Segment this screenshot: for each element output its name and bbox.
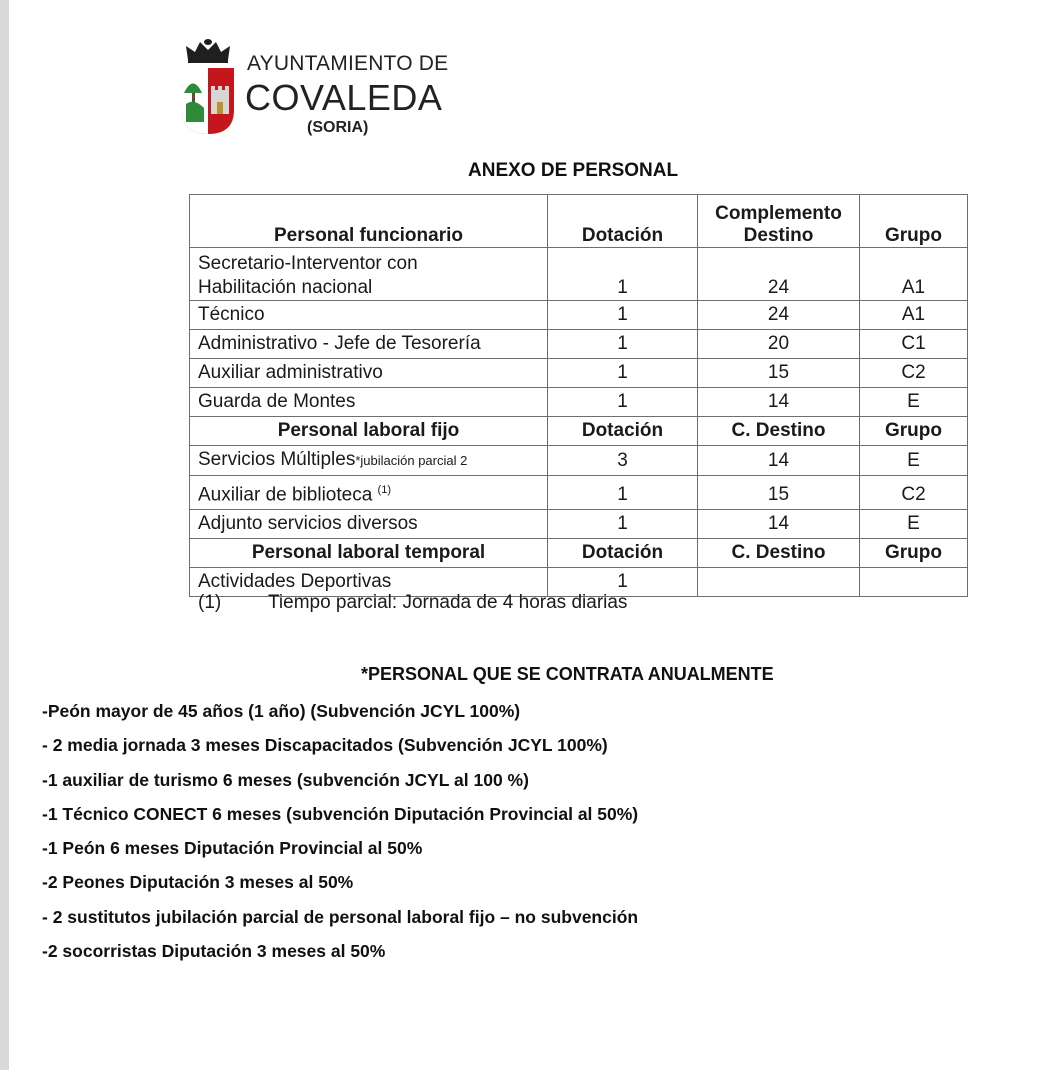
row-dotacion: 1 — [548, 330, 698, 359]
table-header-laboral-temporal — [190, 539, 968, 568]
row-label — [190, 446, 548, 476]
row-dotacion: 1 — [548, 301, 698, 330]
list-item: - 2 media jornada 3 meses Discapacitados (Subvención JCYL 100%) — [42, 735, 608, 756]
table-row — [190, 359, 968, 388]
header-c-destino: C. Destino — [698, 539, 860, 568]
page-edge — [0, 0, 9, 1070]
row-label — [190, 476, 548, 510]
document-title: ANEXO DE PERSONAL — [468, 160, 679, 181]
table-row — [190, 301, 968, 330]
row-grupo: E — [860, 446, 968, 476]
row-grupo: C2 — [860, 476, 968, 510]
list-item: -Peón mayor de 45 años (1 año) (Subvención JCYL 100%) — [42, 701, 521, 721]
row-grupo: A1 — [860, 301, 968, 330]
row-destino: 20 — [698, 330, 860, 359]
list-item: -2 Peones Diputación 3 meses al 50% — [42, 872, 354, 893]
header-complemento-line: Complemento — [715, 203, 842, 224]
row-destino: 14 — [698, 446, 860, 476]
row-label-line: Secretario-Interventor con — [198, 253, 418, 274]
footnote-text: Tiempo parcial: Jornada de 4 horas diarias — [268, 592, 628, 613]
row-grupo: A1 — [860, 248, 968, 301]
list-item: -1 Técnico CONECT 6 meses (subvención Diputación Provincial al 50%) — [42, 803, 639, 824]
row-annotation: *jubilación parcial 2 — [355, 453, 468, 468]
row-destino: 15 — [698, 476, 860, 510]
table-row — [190, 510, 968, 539]
row-label-line: Habilitación nacional — [198, 277, 373, 298]
row-label — [190, 248, 548, 301]
table-row — [190, 476, 968, 510]
row-dotacion: 1 — [548, 248, 698, 301]
header-c-destino: C. Destino — [698, 417, 860, 446]
row-label: Auxiliar administrativo — [190, 359, 548, 388]
row-footnote-ref: (1) — [377, 484, 391, 496]
town-region: (SORIA) — [307, 119, 369, 136]
row-dotacion: 1 — [548, 388, 698, 417]
annual-hiring-list — [42, 700, 638, 974]
header-dotacion: Dotación — [548, 195, 698, 248]
row-destino: 14 — [698, 388, 860, 417]
staff-table — [189, 194, 968, 597]
row-grupo: E — [860, 388, 968, 417]
table-header-laboral-fijo — [190, 417, 968, 446]
list-item: -2 socorristas Diputación 3 meses al 50% — [42, 941, 386, 962]
header-personal-funcionario: Personal funcionario — [190, 195, 548, 248]
list-item: - 2 sustitutos jubilación parcial de personal laboral fijo – no subvención — [42, 906, 639, 927]
header-grupo: Grupo — [860, 417, 968, 446]
header-dotacion: Dotación — [548, 539, 698, 568]
row-grupo — [860, 568, 968, 597]
row-dotacion: 3 — [548, 446, 698, 476]
list-item: -1 Peón 6 meses Diputación Provincial al 50% — [42, 838, 423, 859]
table-row — [190, 330, 968, 359]
table-row — [190, 388, 968, 417]
header-personal-laboral-fijo: Personal laboral fijo — [190, 417, 548, 446]
row-label-text: Servicios Múltiples — [198, 449, 356, 470]
town-name: COVALEDA — [245, 77, 443, 118]
footnote — [198, 592, 627, 614]
row-grupo: C1 — [860, 330, 968, 359]
row-dotacion: 1 — [548, 359, 698, 388]
header-grupo: Grupo — [860, 195, 968, 248]
row-destino: 14 — [698, 510, 860, 539]
annual-hiring-title: *PERSONAL QUE SE CONTRATA ANUALMENTE — [361, 664, 774, 684]
row-label-text: Auxiliar de biblioteca — [198, 484, 373, 506]
row-destino — [698, 568, 860, 597]
town-prefix: AYUNTAMIENTO DE — [247, 52, 449, 75]
header-dotacion: Dotación — [548, 417, 698, 446]
row-dotacion: 1 — [548, 510, 698, 539]
footnote-number: (1) — [198, 592, 222, 613]
list-item: -1 auxiliar de turismo 6 meses (subvención JCYL al 100 %) — [42, 769, 529, 790]
header-personal-laboral-temporal: Personal laboral temporal — [190, 539, 548, 568]
row-destino: 24 — [698, 301, 860, 330]
row-dotacion: 1 — [548, 568, 698, 597]
row-label: Técnico — [190, 301, 548, 330]
row-destino: 24 — [698, 248, 860, 301]
row-label: Administrativo - Jefe de Tesorería — [190, 330, 548, 359]
coat-of-arms-icon — [180, 38, 236, 136]
table-row — [190, 248, 968, 301]
row-grupo: C2 — [860, 359, 968, 388]
header-complemento-destino — [698, 195, 860, 248]
table-row — [190, 446, 968, 476]
row-label: Actividades Deportivas — [190, 568, 548, 597]
row-destino: 15 — [698, 359, 860, 388]
table-header-funcionario — [190, 195, 968, 248]
row-label: Guarda de Montes — [190, 388, 548, 417]
row-label: Adjunto servicios diversos — [190, 510, 548, 539]
header-destino-line: Destino — [743, 225, 814, 246]
header-grupo: Grupo — [860, 539, 968, 568]
row-grupo: E — [860, 510, 968, 539]
row-dotacion: 1 — [548, 476, 698, 510]
